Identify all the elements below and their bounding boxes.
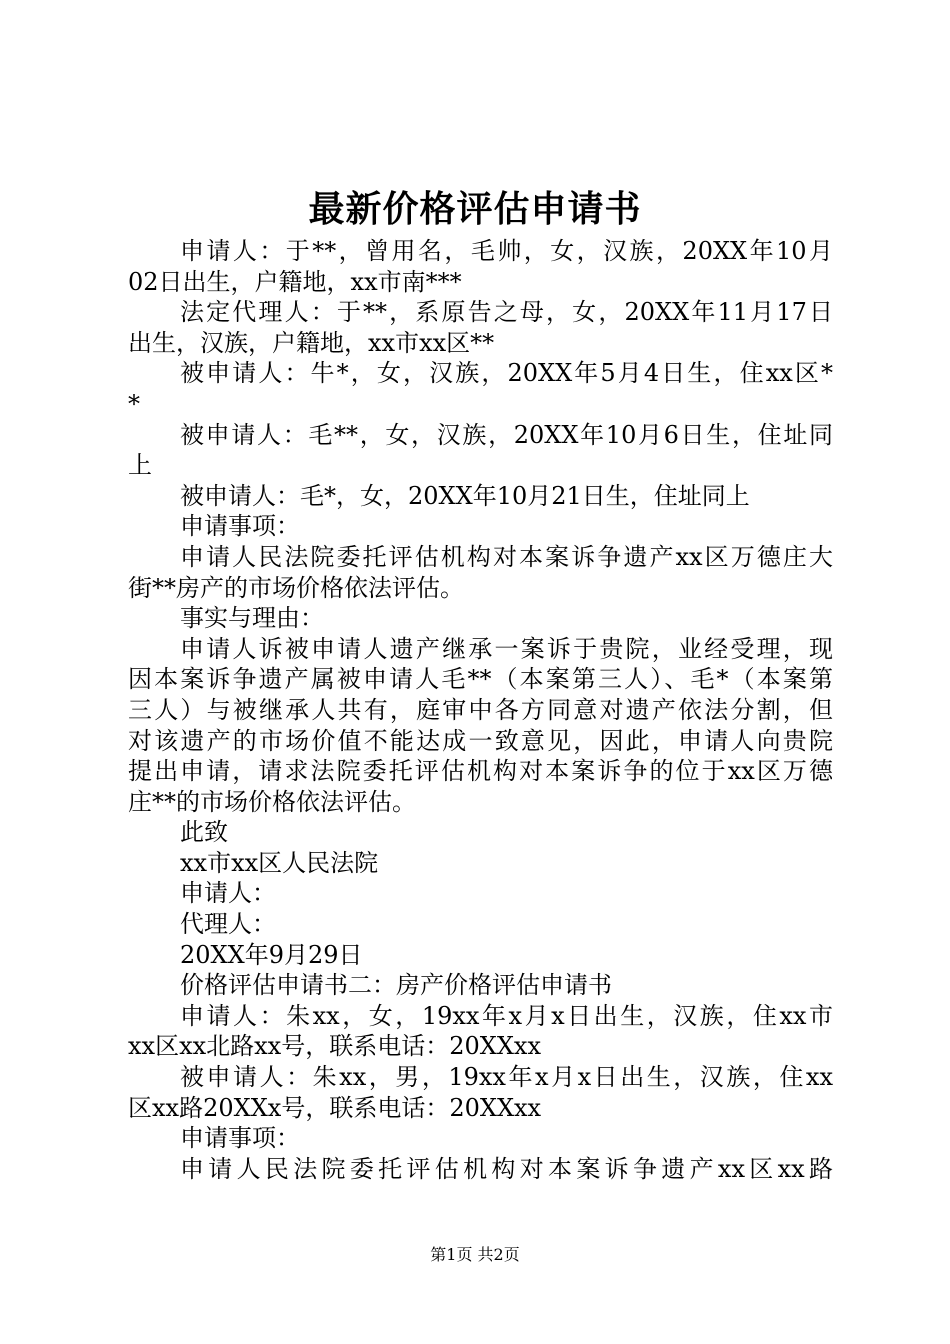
document-line: 申请人诉被申请人遗产继承一案诉于贵院，业经受理，现 [180,634,833,663]
document-line: 区xx路20XXx号，联系电话：20XXxx [128,1093,542,1122]
page-footer: 第1页 共2页 [430,1245,520,1264]
document-line: 法定代理人：于**，系原告之母，女，20XX年11月17日 [180,298,833,327]
document-line: 申请事项： [180,512,300,541]
document-line: 出生，汉族，户籍地，xx市xx区** [128,328,495,357]
document-line: 价格评估申请书二：房产价格评估申请书 [180,971,612,1000]
document-line: 申请人：朱xx，女，19xx年x月x日出生，汉族，住xx市 [180,1001,833,1030]
document-line: 代理人： [180,910,276,939]
document-line: 因本案诉争遗产属被申请人毛**（本案第三人）、毛*（本案第 [128,665,833,694]
document-line: 申请人民法院委托评估机构对本案诉争遗产xx区xx路 [180,1154,833,1183]
document-line: 申请人：于**，曾用名，毛帅，女，汉族，20XX年10月 [180,237,833,265]
document-line: 三人）与被继承人共有，庭审中各方同意对遗产依法分割，但 [128,695,833,724]
document-line: 上 [128,451,152,480]
document-line: 庄**的市场价格依法评估。 [128,787,416,816]
document-line: 提出申请，请求法院委托评估机构对本案诉争的位于xx区万德 [128,757,833,786]
document-line: 被申请人：朱xx，男，19xx年x月x日出生，汉族，住xx [180,1063,833,1092]
document-body [128,236,833,1184]
document-line: 申请人民法院委托评估机构对本案诉争遗产xx区万德庄大 [180,542,833,571]
document-line: 事实与理由： [180,604,324,633]
document-line: 被申请人：毛*，女，20XX年10月21日生，住址同上 [180,481,750,510]
document-line: 被申请人：牛*，女，汉族，20XX年5月4日生，住xx区* [180,359,833,388]
document-line: 对该遗产的市场价值不能达成一致意见，因此，申请人向贵院 [128,726,833,755]
document-line: 20XX年9月29日 [180,940,363,969]
document-line: xx市xx区人民法院 [180,848,379,877]
document-line: 申请人： [180,879,276,908]
document-line: 02日出生，户籍地，xx市南*** [128,267,462,296]
document-line: * [128,389,140,418]
document-line: 此致 [180,818,228,847]
document-line: xx区xx北路xx号，联系电话：20XXxx [128,1032,541,1061]
document-line: 申请事项： [180,1124,300,1153]
document-line: 街**房产的市场价格依法评估。 [128,573,464,602]
document-line: 被申请人：毛**，女，汉族，20XX年10月6日生，住址同 [180,420,833,449]
document-title: 最新价格评估申请书 [308,188,642,230]
